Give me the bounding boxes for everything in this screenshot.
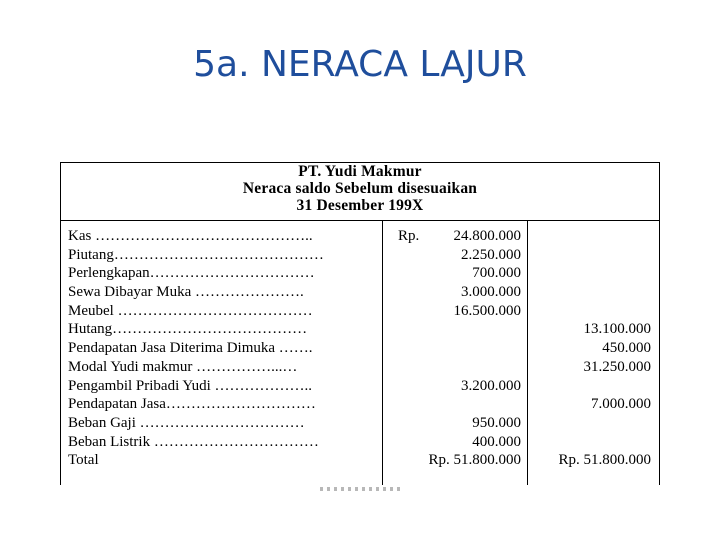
debit-value: 24.800.000 xyxy=(453,228,521,244)
trial-balance-sheet xyxy=(60,162,660,485)
debit-value: 700.000 xyxy=(472,265,521,282)
table-row xyxy=(61,320,660,339)
credit-value: Rp. 51.800.000 xyxy=(558,452,651,469)
account-name: Kas …………………………………….. xyxy=(68,228,313,244)
table-row xyxy=(61,264,660,283)
cut-off-text-fragment xyxy=(320,487,400,491)
debit-value: 2.250.000 xyxy=(461,246,521,263)
account-name: Total xyxy=(68,452,99,469)
account-name: Pendapatan Jasa………………………… xyxy=(68,396,316,413)
table-row xyxy=(61,339,660,358)
credit-value: 13.100.000 xyxy=(583,321,651,338)
account-name: Hutang………………………………… xyxy=(68,321,308,338)
sheet-body xyxy=(61,221,659,485)
currency-label: Rp. xyxy=(398,228,420,244)
table-row xyxy=(61,395,660,414)
sheet-header xyxy=(61,163,659,221)
table-row xyxy=(61,414,660,433)
table-row xyxy=(61,283,660,302)
credit-value: 31.250.000 xyxy=(583,358,651,375)
account-name: Sewa Dibayar Muka …………………. xyxy=(68,284,304,301)
table-row xyxy=(61,227,660,246)
sheet-date: 31 Desember 199X xyxy=(296,197,424,214)
account-name: Perlengkapan…………………………… xyxy=(68,265,315,282)
account-name: Beban Listrik …………………………… xyxy=(68,433,319,450)
debit-value: 3.000.000 xyxy=(461,284,521,301)
sheet-subtitle: Neraca saldo Sebelum disesuaikan xyxy=(242,180,478,197)
table-row xyxy=(61,358,660,377)
credit-value: 450.000 xyxy=(602,340,651,357)
account-name: Pengambil Pribadi Yudi ……………….. xyxy=(68,377,313,394)
table-row xyxy=(61,302,660,321)
account-name: Piutang…………………………………… xyxy=(68,246,324,263)
credit-value: 7.000.000 xyxy=(591,396,651,413)
table-row xyxy=(61,377,660,396)
account-name: Beban Gaji …………………………… xyxy=(68,414,305,431)
account-rows xyxy=(61,227,660,470)
debit-value: Rp. 51.800.000 xyxy=(428,452,521,469)
table-row xyxy=(61,246,660,265)
table-row xyxy=(61,451,660,470)
account-name: Pendapatan Jasa Diterima Dimuka ……. xyxy=(68,340,313,357)
account-name: Modal Yudi makmur ……………...… xyxy=(68,358,298,375)
debit-value: 16.500.000 xyxy=(453,302,521,319)
account-name: Meubel ………………………………… xyxy=(68,302,313,319)
table-row xyxy=(61,433,660,452)
debit-value: 3.200.000 xyxy=(461,377,521,394)
debit-value: 950.000 xyxy=(472,414,521,431)
company-name: PT. Yudi Makmur xyxy=(298,163,422,180)
slide-title: 5a. NERACA LAJUR xyxy=(193,44,527,85)
debit-value: 400.000 xyxy=(472,433,521,450)
